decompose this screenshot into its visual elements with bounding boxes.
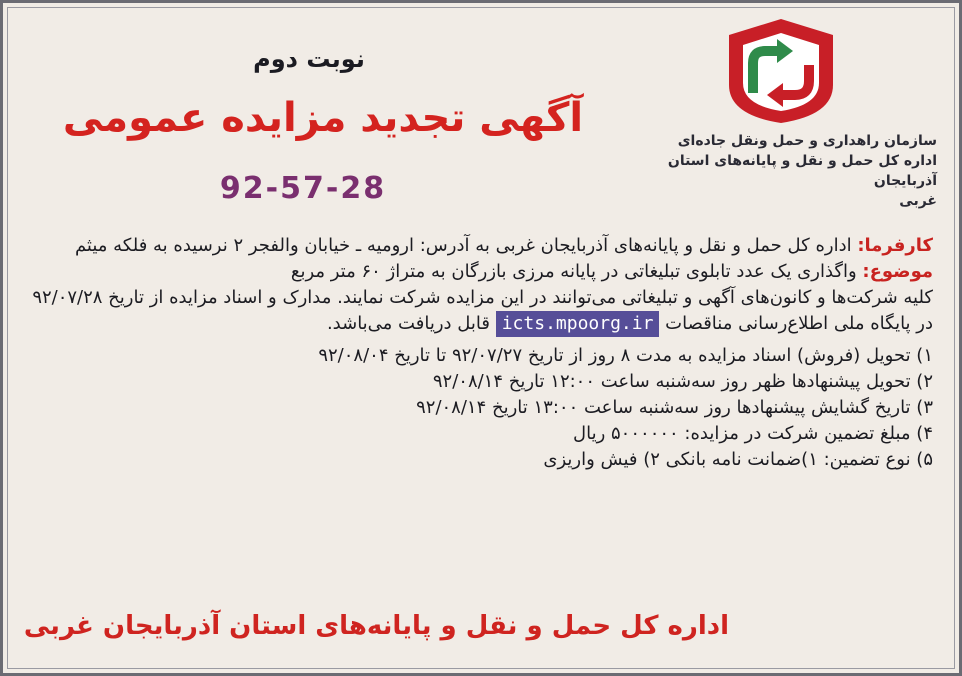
description-text-2: قابل دریافت می‌باشد. bbox=[326, 313, 496, 334]
client-label: کارفرما: bbox=[857, 235, 933, 256]
client-paragraph bbox=[21, 233, 933, 259]
subject-text: واگذاری یک عدد تابلوی تبلیغاتی در پایانه مرزی بازرگان به متراژ ۶۰ متر مربع bbox=[290, 261, 863, 282]
organization-line-3: غربی bbox=[899, 193, 937, 209]
announcement-number: 92-57-28 bbox=[219, 171, 387, 206]
list-item: ۱) تحویل (فروش) اسناد مزایده به مدت ۸ روز از تاریخ ۹۲/۰۷/۲۷ تا تاریخ ۹۲/۰۸/۰۴ bbox=[318, 345, 933, 366]
list-item: ۵) نوع تضمین: ۱)ضمانت نامه بانکی ۲) فیش واریزی bbox=[543, 449, 933, 470]
announcement-body bbox=[21, 233, 933, 473]
organization-line-2: اداره کل حمل و نقل و پایانه‌های استان آذربایجان bbox=[667, 153, 937, 189]
list-item: ۴) مبلغ تضمین شرکت در مزایده: ۵۰۰۰۰۰۰ ریال bbox=[573, 423, 933, 444]
announcement-title: آگهی تجدید مزایده عمومی bbox=[62, 95, 584, 141]
list-item: ۳) تاریخ گشایش پیشنهادها روز سه‌شنبه ساعت ۱۳:۰۰ تاریخ ۹۲/۰۸/۱۴ bbox=[416, 397, 933, 418]
subject-label: موضوع: bbox=[862, 261, 933, 282]
conditions-list bbox=[21, 343, 933, 473]
description-text-1: کلیه شرکت‌ها و کانون‌های آگهی و تبلیغاتی می‌توانند در این مزایده شرکت نمایند. مدارک و اسناد مزایده از تاریخ ۹۲/۰۷/۲۸ در پایگاه ملی اطلاع‌رسانی مناقصات bbox=[32, 287, 933, 334]
organization-logo-icon bbox=[721, 15, 841, 127]
list-item: ۲) تحویل پیشنهادها ظهر روز سه‌شنبه ساعت ۱۲:۰۰ تاریخ ۹۲/۰۸/۱۴ bbox=[432, 371, 933, 392]
tender-portal-link[interactable]: icts.mpoorg.ir bbox=[496, 311, 660, 337]
turn-label: نوبت دوم bbox=[253, 45, 365, 73]
client-text: اداره کل حمل و نقل و پایانه‌های آذربایجان غربی به آدرس: ارومیه ـ خیابان والفجر ۲ نرسیده به فلکه میثم bbox=[74, 235, 858, 256]
organization-name bbox=[637, 131, 937, 211]
organization-line-1: سازمان راهداری و حمل ونقل جاده‌ای bbox=[677, 133, 937, 149]
subject-paragraph bbox=[21, 259, 933, 285]
footer-organization: اداره کل حمل و نقل و پایانه‌های استان آذربایجان غربی bbox=[23, 611, 729, 641]
description-paragraph bbox=[21, 285, 933, 337]
